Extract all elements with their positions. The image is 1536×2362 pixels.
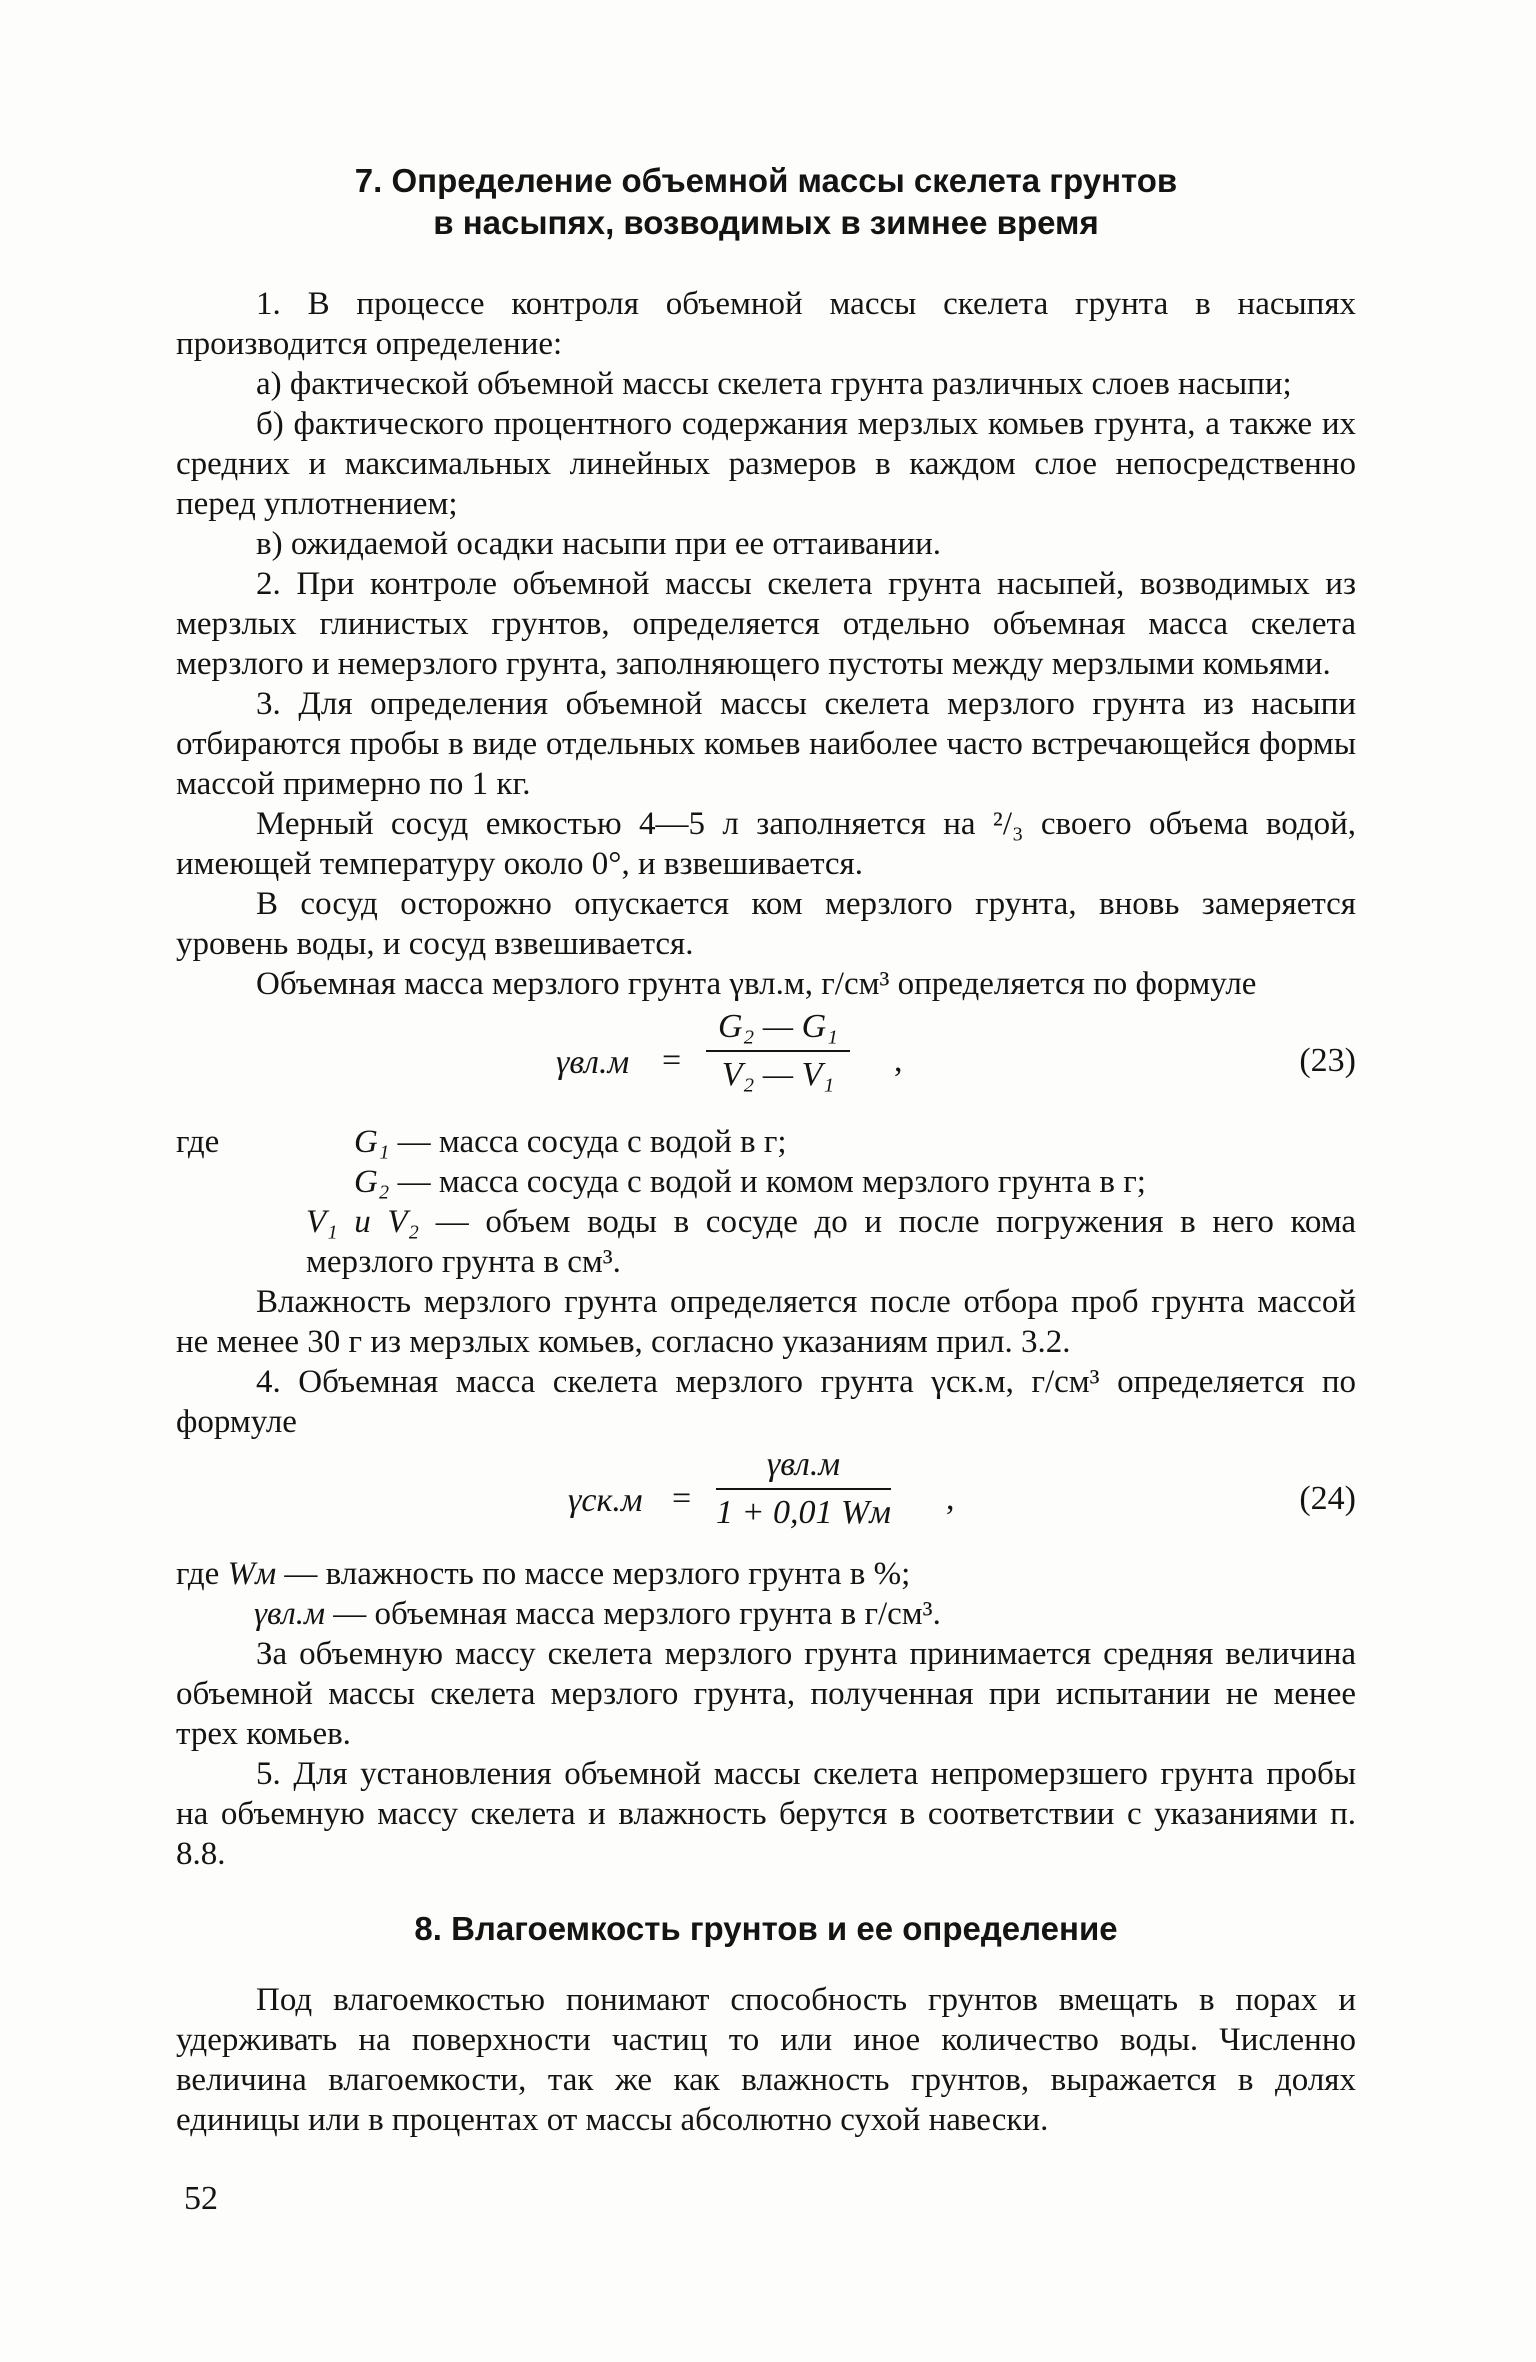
legend-text: — объем воды в сосуде до и после погружения в него кома мерзлого грунта в см³. — [306, 1204, 1357, 1280]
legend-row — [176, 1162, 1356, 1202]
formula-24 — [176, 1442, 1356, 1554]
legend-row — [176, 1202, 1356, 1282]
paragraph-1: 1. В процессе контроля объемной массы скелета грунта в насыпях производится определение: — [176, 286, 1356, 362]
section-8-title: 8. Влагоемкость грунтов и ее определение — [414, 1910, 1118, 1947]
formula-23-lhs: γвл.м — [556, 1044, 630, 1081]
paragraph-1c: в) ожидаемой осадки насыпи при ее оттаивании. — [256, 526, 942, 562]
formula-23-fraction — [706, 1008, 850, 1094]
legend-text: — масса сосуда с водой в г; — [397, 1124, 787, 1160]
legend-text: — влажность по массе мерзлого грунта в %; — [284, 1556, 911, 1592]
formula-24-numerator: γвл.м — [716, 1446, 891, 1490]
legend-symbol: G₂ — [354, 1164, 390, 1200]
formula-24-comma: , — [946, 1480, 955, 1517]
paragraph-5: 5. Для установления объемной массы скелета непромерзшего грунта пробы на объемную массу скелета и влажность берутся в соответствии с указаниями п. 8.8. — [176, 1756, 1356, 1872]
formula-24-number: (24) — [1299, 1480, 1356, 1517]
legend-row — [176, 1122, 1356, 1162]
paragraph-1b: б) фактического процентного содержания мерзлых комьев грунта, а также их средних и максимальных линейных размеров в каждом слое непосредственно перед уплотнением; — [176, 406, 1356, 522]
formula-24-legend — [176, 1554, 1356, 1634]
paragraph-1a: а) фактической объемной массы скелета грунта различных слоев насыпи; — [256, 366, 1292, 402]
formula-23-comma: , — [894, 1042, 903, 1079]
paragraph-moisture: Влажность мерзлого грунта определяется после отбора проб грунта массой не менее 30 г из мерзлых комьев, согласно указаниям прил. 3.2. — [176, 1284, 1356, 1360]
paragraph-4b: За объемную массу скелета мерзлого грунта принимается средняя величина объемной массы скелета мерзлого грунта, полученная при испытании не менее трех комьев. — [176, 1636, 1356, 1752]
page-number: 52 — [184, 2180, 218, 2217]
legend-text: — объемная масса мерзлого грунта в г/см³. — [333, 1596, 941, 1632]
formula-23-number: (23) — [1299, 1042, 1356, 1079]
paragraph-4: 4. Объемная масса скелета мерзлого грунта γск.м, г/см³ определяется по формуле — [176, 1364, 1356, 1440]
formula-23-denominator: V₂ — V₁ — [721, 1056, 835, 1093]
formula-23-numerator: G₂ — G₁ — [706, 1008, 850, 1052]
page-content — [176, 160, 1356, 2140]
formula-24-fraction — [716, 1446, 891, 1532]
paragraph-3: 3. Для определения объемной массы скелета мерзлого грунта из насыпи отбираются пробы в виде отдельных комьев наиболее часто встречающейся формы массой примерно по 1 кг. — [176, 686, 1356, 802]
paragraph-2: 2. При контроле объемной массы скелета грунта насыпей, возводимых из мерзлых глинистых грунтов, определяется отдельно объемная масса скелета мерзлого и немерзлого грунта, заполняющего пустоты между мерзлыми комьями. — [176, 566, 1356, 682]
legend-text: — масса сосуда с водой и комом мерзлого грунта в г; — [397, 1164, 1146, 1200]
legend-where: где — [176, 1556, 220, 1592]
formula-24-lhs: γск.м — [568, 1482, 643, 1519]
legend-symbol: Wм — [227, 1556, 277, 1592]
section-7-title-line2: в насыпях, возводимых в зимнее время — [433, 204, 1099, 241]
paragraph-3d: Объемная масса мерзлого грунта γвл.м, г/см³ определяется по формуле — [256, 966, 1257, 1002]
legend-where: где — [176, 1124, 220, 1160]
formula-24-denominator: 1 + 0,01 Wм — [716, 1494, 891, 1531]
paragraph-3b: Мерный сосуд емкостью 4—5 л заполняется на ²/₃ своего объема водой, имеющей температуру около 0°, и взвешивается. — [176, 806, 1356, 882]
formula-23-equals: = — [662, 1042, 682, 1079]
formula-23-legend — [176, 1122, 1356, 1282]
legend-row — [176, 1594, 1356, 1634]
section-8-paragraph: Под влагоемкостью понимают способность грунтов вмещать в порах и удерживать на поверхности частиц то или иное количество воды. Численно величина влагоемкости, так же как влажность грунтов, выражается в долях единицы или в процентах от массы абсолютно сухой навески. — [176, 1982, 1356, 2138]
section-7-title-line1: 7. Определение объемной массы скелета грунтов — [354, 162, 1178, 199]
paragraph-3c: В сосуд осторожно опускается ком мерзлого грунта, вновь замеряется уровень воды, и сосуд взвешивается. — [176, 886, 1356, 962]
legend-symbol: γвл.м — [254, 1596, 326, 1632]
legend-symbol: G₁ — [354, 1124, 390, 1160]
section-7-title — [176, 160, 1356, 244]
legend-row — [176, 1554, 1356, 1594]
formula-24-equals: = — [672, 1480, 692, 1517]
legend-symbol: V₁ и V₂ — [306, 1204, 420, 1240]
formula-23 — [176, 1004, 1356, 1122]
